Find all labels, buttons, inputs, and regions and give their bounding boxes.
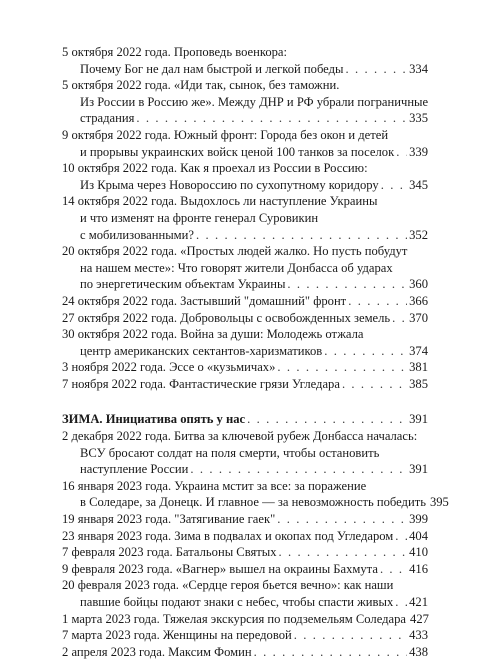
page-number: 391 xyxy=(409,412,428,427)
toc-entry-text: 7 февраля 2023 года. Батальоны Святых xyxy=(62,545,277,560)
toc-entry-text: по энергетическим объектам Украины xyxy=(80,277,286,292)
toc-entry xyxy=(62,577,428,610)
toc-entry-text: в Соледаре, за Донецк. И главное — за невозможность победить xyxy=(80,495,426,510)
toc-entry xyxy=(62,359,428,376)
toc-entry xyxy=(62,627,428,644)
section-heading xyxy=(62,411,428,428)
toc-entry-line xyxy=(62,144,428,161)
toc-entry-text: с мобилизованными? xyxy=(80,227,194,242)
toc-entry xyxy=(62,511,428,528)
toc-entry-line xyxy=(62,428,428,445)
toc-entry-text: страдания xyxy=(80,111,135,126)
page-number: 352 xyxy=(409,227,428,242)
toc-entry-line xyxy=(62,160,428,177)
toc-entry xyxy=(62,160,428,193)
toc-entry-line xyxy=(62,127,428,144)
toc-entry-line xyxy=(62,310,428,327)
toc-entry xyxy=(62,77,428,127)
toc-entry-text: 5 октября 2022 года. «Иди так, сынок, без таможни. xyxy=(62,78,340,93)
toc-entry-line xyxy=(62,359,428,376)
dot-leader xyxy=(345,61,407,78)
toc-entry-text: и прорывы украинских войск ценой 100 танков за поселок xyxy=(80,144,395,159)
toc-entry xyxy=(62,478,449,511)
dot-leader xyxy=(190,461,407,478)
toc-entry-text: 5 октября 2022 года. Проповедь военкора: xyxy=(62,45,288,59)
page-number: 339 xyxy=(409,144,428,159)
dot-leader xyxy=(396,144,407,161)
toc-entry-text: 3 ноября 2022 года. Эссе о «кузьмичах» xyxy=(62,360,276,375)
dot-leader xyxy=(380,561,407,578)
toc-entry-text: 2 апреля 2023 года. Максим Фомин xyxy=(62,644,252,659)
dot-leader xyxy=(196,227,407,244)
dot-leader xyxy=(247,411,407,428)
toc-entry xyxy=(62,293,428,310)
toc-entry xyxy=(62,428,428,478)
page-number: 391 xyxy=(409,462,428,477)
toc-entry xyxy=(62,544,428,561)
toc-entry xyxy=(62,243,428,293)
toc-entry xyxy=(62,528,428,545)
toc-entry-text: 24 октября 2022 года. Застывший "домашний" фронт xyxy=(62,293,347,308)
page-number: 370 xyxy=(409,310,428,325)
toc-entry-line xyxy=(62,210,428,227)
dot-leader xyxy=(287,276,407,293)
toc-entry xyxy=(62,310,428,327)
toc-entry-text: 2 декабря 2022 года. Битва за ключевой рубеж Донбасса началась: xyxy=(62,429,418,444)
dot-leader xyxy=(136,110,407,127)
page-number: 374 xyxy=(409,343,428,358)
toc-entry xyxy=(62,127,428,160)
toc-entry-text: 14 октября 2022 года. Выдохлось ли наступление Украины xyxy=(62,194,378,209)
section-heading-line xyxy=(62,411,428,428)
toc-entry-line xyxy=(62,326,428,343)
dot-leader xyxy=(277,359,407,376)
toc-entry-line xyxy=(62,293,428,310)
toc-entry-line xyxy=(62,177,428,194)
toc-entry-line xyxy=(62,644,428,660)
dot-leader xyxy=(279,544,408,561)
toc-entry xyxy=(62,561,428,578)
toc-entry-line xyxy=(62,193,428,210)
page-number: 427 xyxy=(410,611,429,626)
toc-entry-line xyxy=(62,110,428,127)
dot-leader xyxy=(254,644,407,660)
toc-entry-line xyxy=(62,594,428,611)
page-number: 410 xyxy=(409,545,428,560)
toc-entry-text: 9 октября 2022 года. Южный фронт: Города без окон и детей xyxy=(62,127,389,142)
toc-entry-text: на нашем месте»: Что говорят жители Донбасса об ударах xyxy=(80,260,393,275)
toc-entry-line xyxy=(62,544,428,561)
toc-entry-line xyxy=(62,627,428,644)
toc-entry-line xyxy=(62,61,428,78)
dot-leader xyxy=(392,310,407,327)
dot-leader xyxy=(277,511,407,528)
toc-entry-line xyxy=(62,461,428,478)
toc-entry-text: 30 октября 2022 года. Война за души: Молодежь отжала xyxy=(62,327,364,342)
toc-entry-line xyxy=(62,343,428,360)
toc-entry-line xyxy=(62,511,428,528)
page-number: 334 xyxy=(409,61,428,76)
toc-entry-line xyxy=(62,243,428,260)
toc-entry xyxy=(62,611,428,628)
page-number: 360 xyxy=(409,277,428,292)
toc-entry-text: 20 февраля 2023 года. «Сердце героя бьется вечно»: как наши xyxy=(62,578,394,593)
toc-entry-text: и что изменят на фронте генерал Суровикин xyxy=(80,210,319,225)
toc-entry-line xyxy=(62,44,428,61)
toc-entry-text: Почему Бог не дал нам быстрой и легкой победы xyxy=(80,61,344,76)
table-of-contents xyxy=(62,44,449,660)
toc-entry-text: 27 октября 2022 года. Добровольцы с освобожденных земель xyxy=(62,310,391,325)
toc-entry-text: 23 января 2023 года. Зима в подвалах и окопах под Угледаром xyxy=(62,528,394,543)
page-number: 404 xyxy=(409,528,428,543)
toc-entry-text: центр американских сектантов-харизматиков xyxy=(80,343,323,358)
toc-entry xyxy=(62,326,428,359)
toc-entry-text: 20 октября 2022 года. «Простых людей жалко. Но пусть побудут xyxy=(62,244,408,259)
toc-entry-line xyxy=(62,445,428,462)
toc-entry-line xyxy=(62,77,428,94)
page-number: 399 xyxy=(409,512,428,527)
dot-leader xyxy=(395,594,407,611)
page-number: 366 xyxy=(409,293,428,308)
toc-entry-line xyxy=(62,561,428,578)
toc-entry xyxy=(62,376,428,393)
toc-entry-line xyxy=(62,528,428,545)
toc-entry-text: павшие бойцы подают знаки с небес, чтобы спасти живых xyxy=(80,595,394,609)
page-number: 345 xyxy=(409,177,428,192)
toc-entry-text: 10 октября 2022 года. Как я проехал из России в Россию: xyxy=(62,161,368,176)
page-number: 335 xyxy=(409,111,428,126)
dot-leader xyxy=(342,376,407,393)
toc-entry-line xyxy=(62,577,428,594)
section-title: ЗИМА. Инициатива опять у нас xyxy=(62,412,246,427)
toc-entry-line xyxy=(62,227,428,244)
toc-entry xyxy=(62,193,428,243)
toc-entry-text: 7 ноября 2022 года. Фантастические грязи Угледара xyxy=(62,376,340,391)
page-number: 395 xyxy=(429,495,449,510)
toc-entry-text: наступление России xyxy=(80,462,189,477)
toc-entry-text: 9 февраля 2023 года. «Вагнер» вышел на окраины Бахмута xyxy=(62,561,378,576)
toc-entry xyxy=(62,644,428,660)
toc-entry-text: 7 марта 2023 года. Женщины на передовой xyxy=(62,628,292,643)
toc-entry-line xyxy=(62,94,428,111)
toc-entry-line xyxy=(62,494,449,511)
toc-entry-line xyxy=(62,376,428,393)
page-number: 438 xyxy=(409,644,428,659)
dot-leader xyxy=(395,528,407,545)
page-number: 381 xyxy=(409,360,428,375)
page-number: 421 xyxy=(409,595,428,609)
toc-entry-text: Из России в Россию же». Между ДНР и РФ убрали пограничные xyxy=(80,94,429,109)
toc-entry-line xyxy=(62,478,428,495)
dot-leader xyxy=(381,177,407,194)
toc-entry-text: Из Крыма через Новороссию по сухопутному коридору xyxy=(80,177,379,192)
toc-entry-text: 16 января 2023 года. Украина мстит за все: за поражение xyxy=(62,478,367,493)
toc-entry-text: 1 марта 2023 года. Тяжелая экскурсия по подземельям Соледара xyxy=(62,611,407,626)
page-number: 385 xyxy=(409,376,428,391)
toc-entry xyxy=(62,44,428,77)
page-number: 433 xyxy=(409,628,428,643)
toc-entry-line xyxy=(62,260,428,277)
toc-entry-line xyxy=(62,611,428,628)
toc-entry-text: 19 января 2023 года. "Затягивание гаек" xyxy=(62,512,276,527)
toc-entry-text: ВСУ бросают солдат на поля смерти, чтобы остановить xyxy=(80,445,380,460)
dot-leader xyxy=(294,627,407,644)
dot-leader xyxy=(324,343,407,360)
dot-leader xyxy=(348,293,407,310)
toc-entry-line xyxy=(62,276,428,293)
page-number: 416 xyxy=(409,561,428,576)
